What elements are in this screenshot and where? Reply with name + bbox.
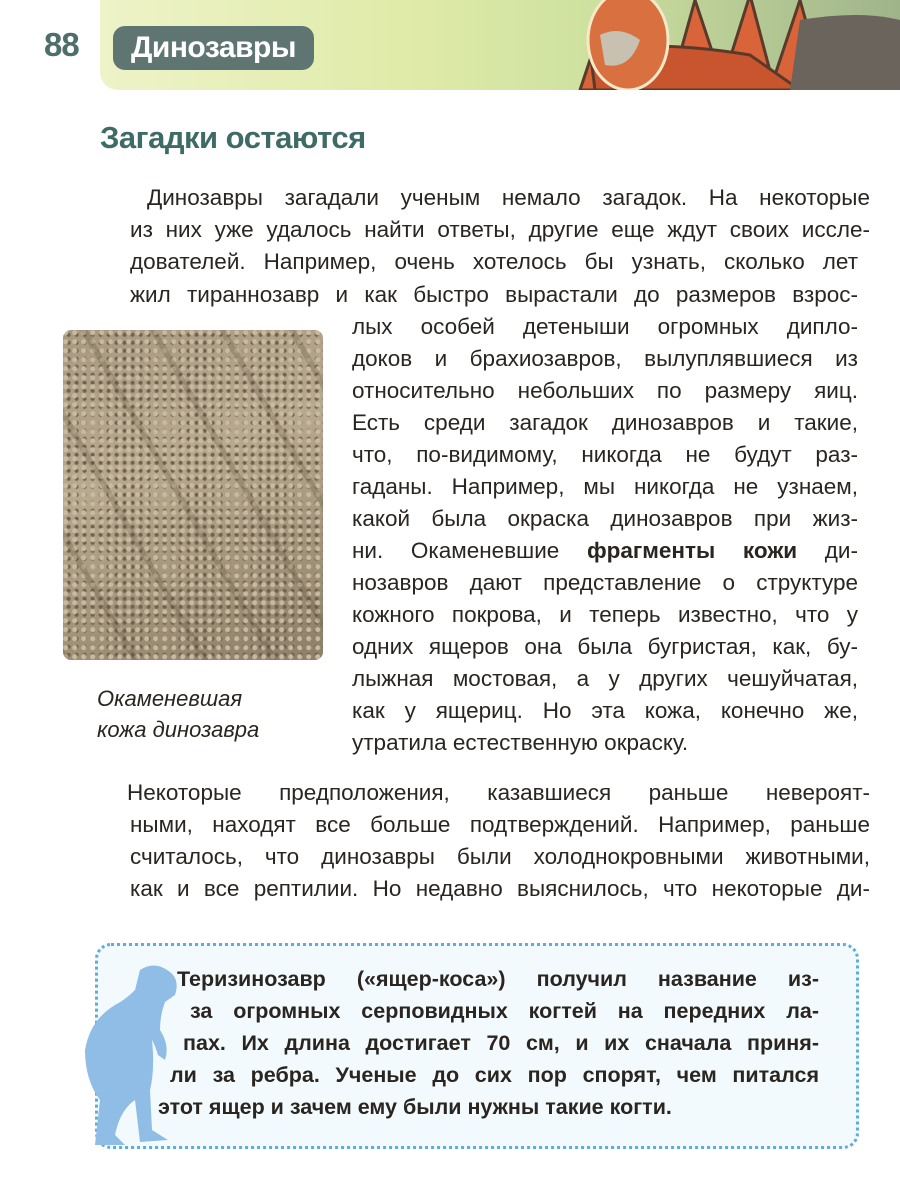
caption-line: кожа динозавра [97,717,260,742]
paragraph-line: как у ящериц. Но эта кожа, конечно же, [352,698,858,723]
paragraph-line: одних ящеров она была бугристая, как, бу- [352,634,858,659]
text-segment: ни. Окаменевшие [352,538,587,563]
paragraph-line: считалось, что динозавры были холоднокровными животными, [130,844,870,869]
fact-line: этот ящер и зачем ему были нужны такие когти. [158,1095,672,1119]
text-segment: ди- [797,538,858,563]
paragraph-line: кожного покрова, и теперь известно, что у [352,602,858,627]
paragraph-line: дователей. Например, очень хотелось бы узнать, сколько лет [130,249,858,274]
paragraph-line: Некоторые предположения, казавшиеся раньше невероят- [127,780,870,805]
photo-caption [97,683,259,745]
paragraph-line [352,535,858,567]
key-term: фрагменты кожи [586,538,798,563]
section-title: Загадки остаются [100,120,366,155]
fossil-skin-photo [63,330,323,660]
chapter-label: Динозавры [113,26,314,70]
paragraph-line: лыжная мостовая, а у других чешуйчатая, [352,666,858,691]
paragraph-line: Динозавры загадали ученым немало загадок. На некоторые [147,185,870,210]
paragraph-line: относительно небольших по размеру яиц. [352,378,858,403]
page-number: 88 [44,26,79,63]
paragraph-line: доков и брахиозавров, вылуплявшиеся из [352,346,858,371]
paragraph-line: ными, находят все больше подтверждений. Например, раньше [130,812,870,837]
caption-line: Окаменевшая [97,686,243,711]
fact-line: Теризинозавр («ящер-коса») получил название из- [177,967,819,991]
fact-line: ли за ребра. Ученые до сих пор спорят, чем питался [170,1063,819,1087]
fact-line: пах. Их длина достигает 70 см, и их сначала приня- [183,1031,819,1055]
paragraph-line: что, по-видимому, никогда не будут раз- [352,442,858,467]
paragraph-line: жил тираннозавр и как быстро вырастали до размеров взрос- [130,282,858,307]
paragraph-line: какой была окраска динозавров при жиз- [352,506,858,531]
paragraph-line: гаданы. Например, мы никогда не узнаем, [352,474,858,499]
paragraph-line: как и все рептилии. Но недавно выяснилось, что некоторые ди- [130,876,870,901]
paragraph-line: нозавров дают представление о структуре [352,570,858,595]
paragraph-line: Есть среди загадок динозавров и такие, [352,410,858,435]
paragraph-line: лых особей детеныши огромных дипло- [352,314,858,339]
fact-line: за огромных серповидных когтей на передних ла- [190,999,819,1023]
paragraph-line: утратила естественную окраску. [352,730,689,755]
paragraph-line: из них уже удалось найти ответы, другие еще ждут своих иссле- [130,217,870,242]
